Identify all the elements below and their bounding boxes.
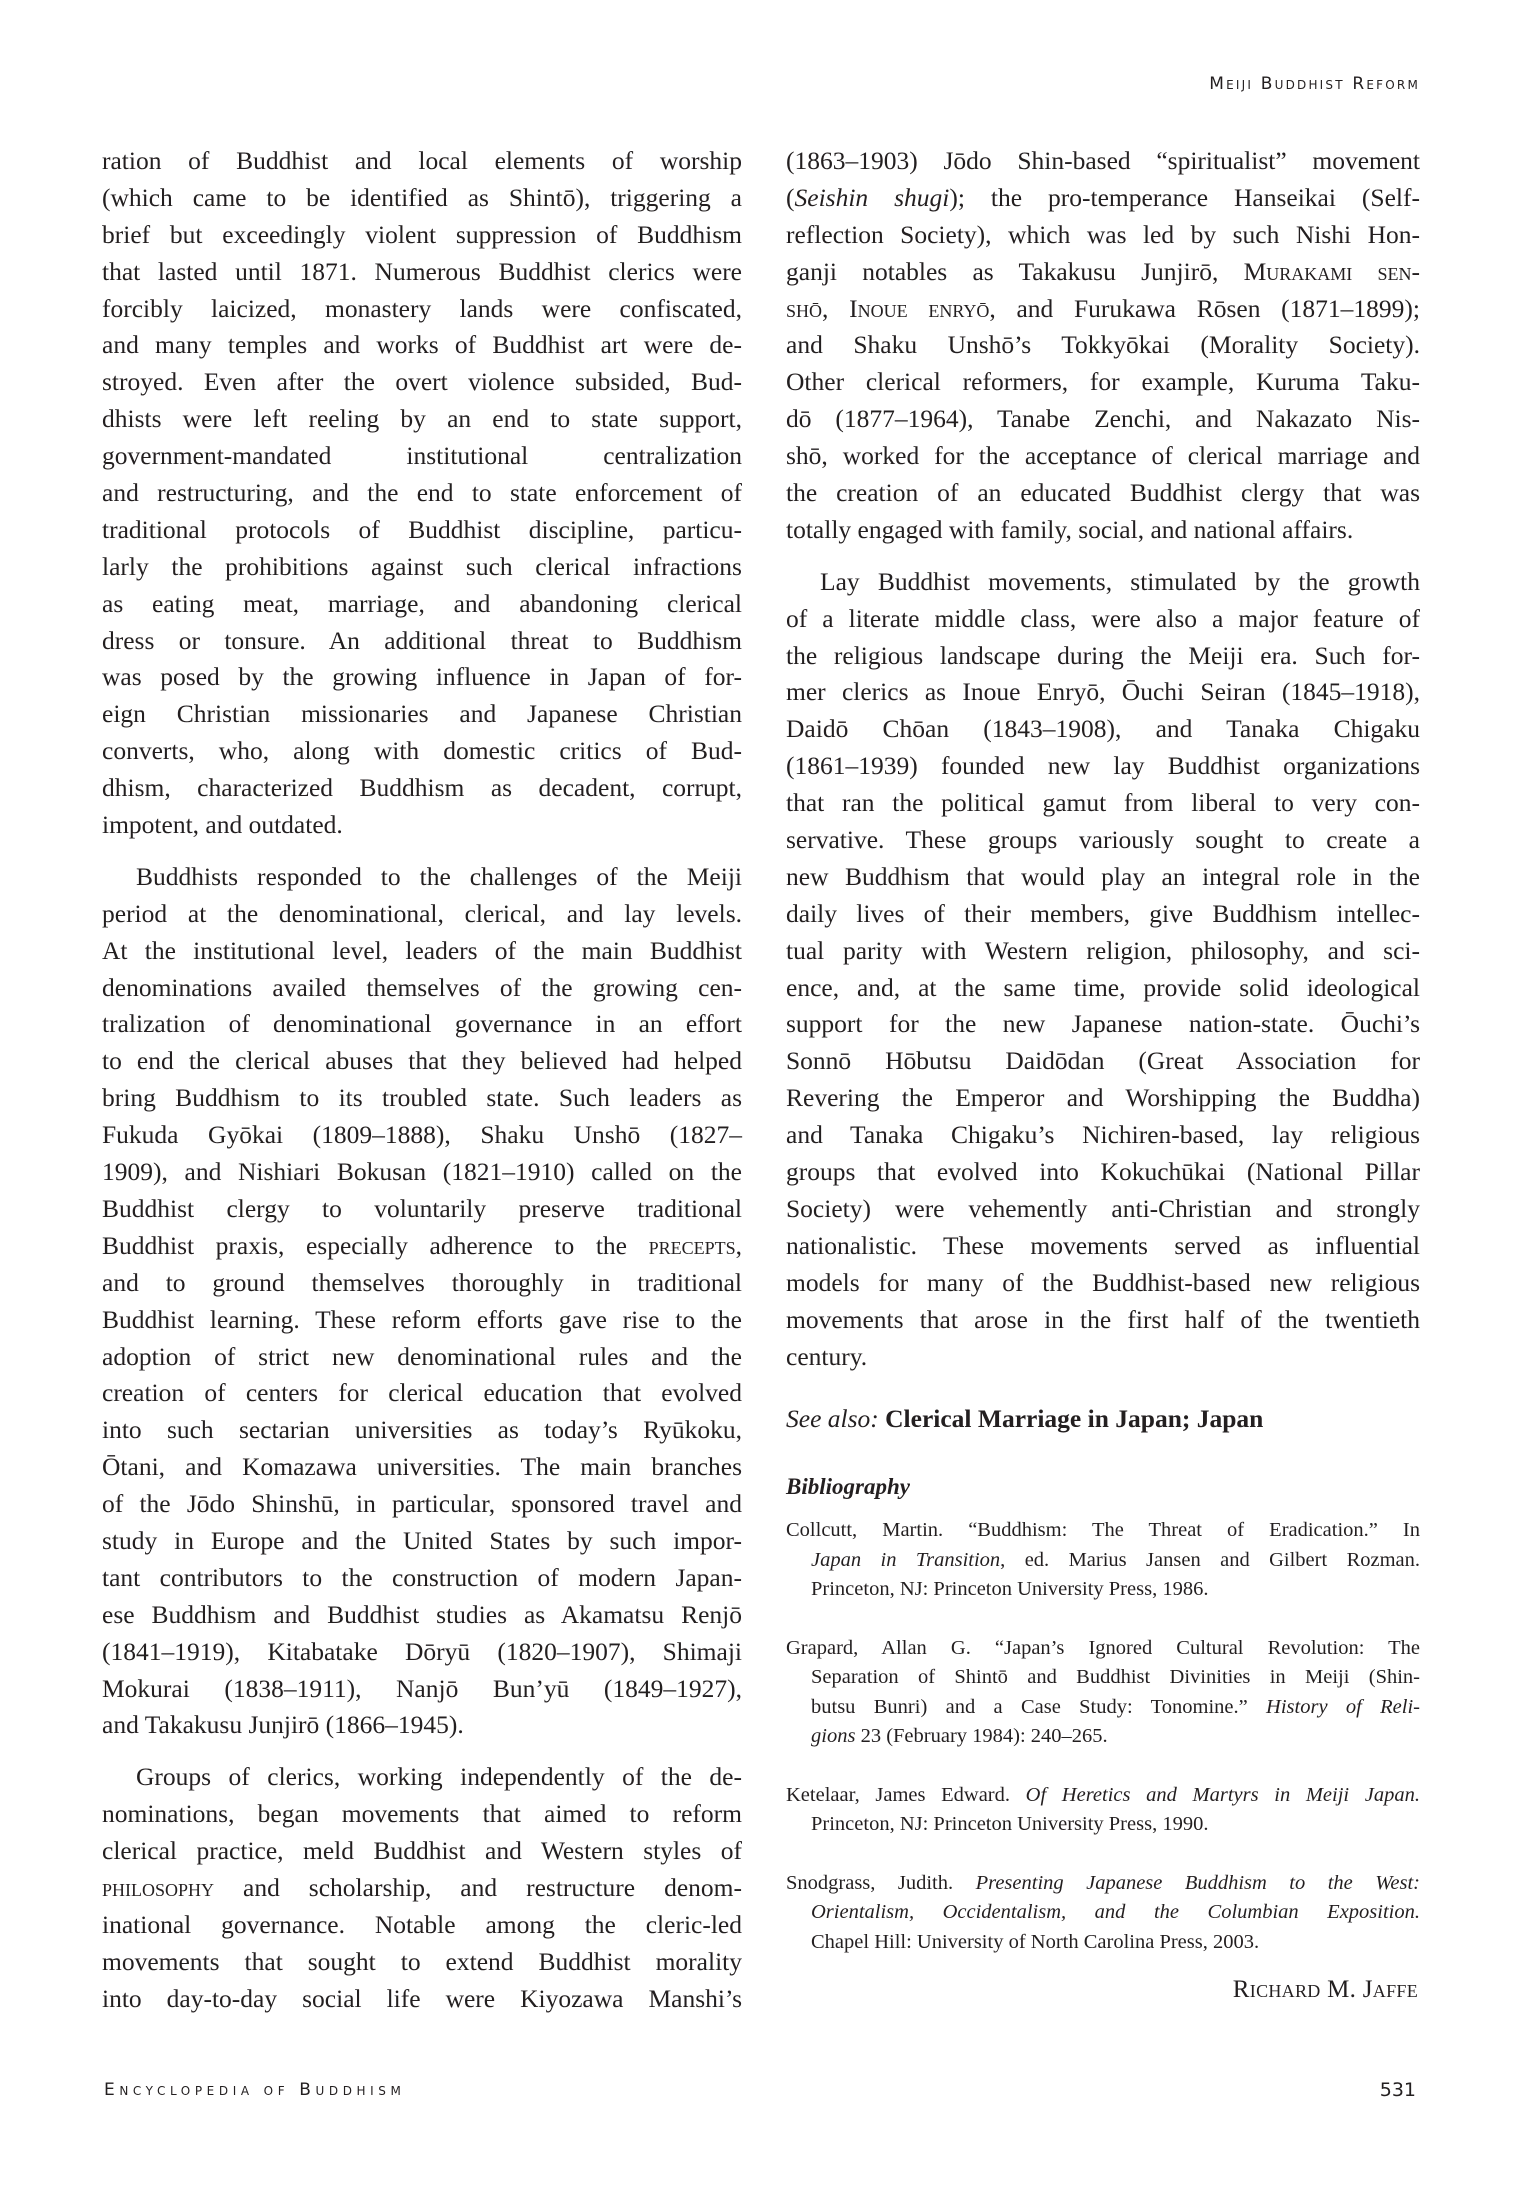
text-line: reflection Society), which was led by such Nishi Hon- [786, 219, 1420, 249]
text-line: shō, worked for the acceptance of clerical marriage and [786, 441, 1420, 471]
text-line: Buddhists responded to the challenges of the Meiji [136, 861, 742, 891]
text-line: Ōtani, and Komazawa universities. The main branches [102, 1452, 742, 1482]
bibliography-line: Princeton, NJ: Princeton University Press, 1986. [811, 1578, 1209, 1600]
text-line: ence, and, at the same time, provide solid ideological [786, 972, 1420, 1002]
text-line: dress or tonsure. An additional threat to Buddhism [102, 625, 742, 655]
text-line: of a literate middle class, were also a major feature of [786, 603, 1420, 633]
text-line: ration of Buddhist and local elements of worship [102, 146, 742, 175]
text-line: adoption of strict new denominational rules and the [102, 1341, 742, 1371]
see-also-references[interactable]: Clerical Marriage in Japan; Japan [885, 1404, 1264, 1433]
text-line: mer clerics as Inoue Enryō, Ōuchi Seiran (1845–1918), [786, 677, 1420, 707]
bibliography-line [786, 1898, 1420, 1928]
text-line: ganji notables as Takakusu Junjirō, Murakami sen- [786, 256, 1420, 286]
bibliography-line: gions 23 (February 1984): 240–265. [811, 1725, 1108, 1747]
text-line: movements that sought to extend Buddhist morality [102, 1946, 742, 1976]
text-line: and many temples and works of Buddhist art were de- [102, 330, 742, 360]
text-line: inational governance. Notable among the cleric-led [102, 1909, 742, 1939]
text-line: (1863–1903) Jōdo Shin-based “spiritualist” movement [786, 146, 1420, 175]
left-column [102, 143, 742, 2033]
bibliography-heading: Bibliography [786, 1474, 910, 1499]
text-line: converts, who, along with domestic critics of Bud- [102, 736, 742, 766]
text-line: forcibly laicized, monastery lands were confiscated, [102, 293, 742, 323]
text-line: the religious landscape during the Meiji era. Such for- [786, 640, 1420, 670]
small-caps-term[interactable]: shō [786, 293, 823, 323]
page-number: 531 [1379, 2079, 1416, 2101]
text-line: century. [786, 1341, 868, 1371]
bibliography-line: Snodgrass, Judith. Presenting Japanese Buddhism to the West: [786, 1871, 1420, 1894]
text-line: dhism, characterized Buddhism as decadent, corrupt, [102, 773, 742, 803]
text-line: and Shaku Unshō’s Tokkyōkai (Morality Society). [786, 330, 1420, 360]
small-caps-term[interactable]: precepts [648, 1230, 736, 1260]
text-line: dhists were left reeling by an end to state support, [102, 404, 742, 434]
bibliography-line: Chapel Hill: University of North Carolina Press, 2003. [811, 1930, 1260, 1953]
footer-publication-title: Encyclopedia of Buddhism [104, 2080, 406, 2100]
see-also [786, 1404, 1263, 1434]
bibliography-line: Collcutt, Martin. “Buddhism: The Threat of Eradication.” In [786, 1519, 1420, 1541]
text-line: creation of centers for clerical education that evolved [102, 1378, 742, 1408]
text-line: the creation of an educated Buddhist clergy that was [786, 478, 1420, 508]
text-line: Revering the Emperor and Worshipping the Buddha) [786, 1083, 1420, 1113]
text-line: was posed by the growing influence in Japan of for- [102, 662, 742, 692]
text-line: traditional protocols of Buddhist discipline, particu- [102, 514, 742, 544]
text-line: Buddhist learning. These reform efforts gave rise to the [102, 1304, 742, 1334]
bibliography-entry [786, 1781, 1420, 1840]
text-line: At the institutional level, leaders of the main Buddhist [102, 935, 742, 965]
text-line: bring Buddhism to its troubled state. Such leaders as [102, 1083, 742, 1113]
paragraph [102, 1759, 742, 2017]
small-caps-term[interactable]: Murakami sen- [1243, 256, 1420, 286]
text-line: support for the new Japanese nation-state. Ōuchi’s [786, 1009, 1420, 1039]
text-line: shō, Inoue enryō, and Furukawa Rōsen (1871–1899); [786, 293, 1420, 323]
text-line: models for many of the Buddhist-based new religious [786, 1267, 1420, 1297]
text-line: Buddhist clergy to voluntarily preserve traditional [102, 1193, 742, 1223]
text-line: tant contributors to the construction of modern Japan- [102, 1562, 742, 1592]
text-line: impotent, and outdated. [102, 810, 343, 840]
text-line: brief but exceedingly violent suppression of Buddhism [102, 219, 742, 249]
text-line: eign Christian missionaries and Japanese Christian [102, 699, 742, 729]
work-title: Of Heretics and Martyrs in Meiji Japan. [1025, 1783, 1420, 1806]
text-line: (Seishin shugi); the pro-temperance Hanseikai (Self- [786, 182, 1420, 212]
text-line: Buddhist praxis, especially adherence to the precepts, [102, 1230, 742, 1260]
text-line: philosophy and scholarship, and restructure denom- [102, 1872, 742, 1902]
text-line: dō (1877–1964), Tanabe Zenchi, and Nakazato Nis- [786, 404, 1420, 434]
bibliography-line: Grapard, Allan G. “Japan’s Ignored Cultural Revolution: The [786, 1636, 1420, 1659]
text-line: Other clerical reformers, for example, Kuruma Taku- [786, 367, 1420, 397]
work-title: Presenting Japanese Buddhism to the West: [975, 1871, 1420, 1894]
bibliography-line: Separation of Shintō and Buddhist Divinities in Meiji (Shin- [811, 1666, 1420, 1688]
paragraph [102, 143, 742, 844]
text-line: Lay Buddhist movements, stimulated by the growth [820, 566, 1420, 596]
bibliography-entry [786, 1516, 1420, 1605]
bibliography-entry [786, 1634, 1420, 1752]
work-title: gions [811, 1725, 856, 1747]
running-head: Meiji Buddhist Reform [1209, 74, 1420, 94]
paragraph [102, 859, 742, 1744]
text-line: study in Europe and the United States by such impor- [102, 1525, 742, 1555]
text-line: denominations availed themselves of the growing cen- [102, 972, 742, 1002]
work-title: Orientalism, Occidentalism, and the Columbian Exposition. [811, 1901, 1420, 1923]
text-line: stroyed. Even after the overt violence subsided, Bud- [102, 367, 742, 397]
text-line: groups that evolved into Kokuchūkai (National Pillar [786, 1157, 1420, 1187]
text-line: daily lives of their members, give Buddhism intellec- [786, 898, 1420, 928]
text-line: new Buddhism that would play an integral role in the [786, 861, 1420, 891]
text-line: servative. These groups variously sought to create a [786, 825, 1420, 855]
text-line: 1909), and Nishiari Bokusan (1821–1910) called on the [102, 1157, 742, 1187]
text-line: to end the clerical abuses that they believed had helped [102, 1046, 742, 1076]
text-line: and to ground themselves thoroughly in traditional [102, 1267, 742, 1297]
small-caps-term[interactable]: philosophy [102, 1872, 215, 1902]
paragraph [786, 143, 1420, 549]
text-line: and restructuring, and the end to state enforcement of [102, 478, 742, 508]
paragraph [786, 564, 1420, 1376]
text-line: government-mandated institutional centralization [102, 441, 742, 471]
text-line: and Takakusu Junjirō (1866–1945). [102, 1710, 464, 1740]
bibliography-line: Japan in Transition, ed. Marius Jansen and Gilbert Rozman. [811, 1548, 1421, 1571]
text-line: Daidō Chōan (1843–1908), and Tanaka Chigaku [786, 714, 1420, 744]
text-line: movements that arose in the first half of the twentieth [786, 1304, 1420, 1334]
text-line: tual parity with Western religion, philosophy, and sci- [786, 935, 1420, 965]
text-line: period at the denominational, clerical, and lay levels. [102, 898, 742, 928]
text-line: that ran the political gamut from liberal to very con- [786, 788, 1420, 818]
text-line: into day-to-day social life were Kiyozawa Manshi’s [102, 1983, 742, 2013]
small-caps-term[interactable]: Inoue enryō [849, 293, 990, 323]
text-line: Sonnō Hōbutsu Daidōdan (Great Association for [786, 1046, 1420, 1076]
text-line: larly the prohibitions against such clerical infractions [102, 551, 742, 581]
text-line: (1841–1919), Kitabatake Dōryū (1820–1907), Shimaji [102, 1636, 742, 1666]
text-line: into such sectarian universities as today’s Ryūkoku, [102, 1415, 742, 1445]
article-author: Richard M. Jaffe [1232, 1976, 1418, 2003]
see-also-label: See also: [786, 1404, 879, 1433]
text-line: that lasted until 1871. Numerous Buddhist clerics were [102, 256, 742, 286]
text-line: of the Jōdo Shinshū, in particular, sponsored travel and [102, 1489, 742, 1519]
text-line: (which came to be identified as Shintō), triggering a [102, 182, 742, 212]
text-line: as eating meat, marriage, and abandoning clerical [102, 588, 742, 618]
text-line: tralization of denominational governance in an effort [102, 1009, 742, 1039]
work-title: History of Reli- [1266, 1695, 1420, 1718]
bibliography-line: Princeton, NJ: Princeton University Press, 1990. [811, 1813, 1209, 1835]
text-line: totally engaged with family, social, and national affairs. [786, 514, 1354, 544]
bibliography-entry [786, 1869, 1420, 1958]
text-line: Fukuda Gyōkai (1809–1888), Shaku Unshō (1827– [102, 1120, 742, 1150]
text-line: (1861–1939) founded new lay Buddhist organizations [786, 751, 1420, 781]
work-title: Japan in Transition [811, 1548, 1001, 1571]
bibliography-list [786, 1516, 1420, 1986]
text-line: and Tanaka Chigaku’s Nichiren-based, lay religious [786, 1120, 1420, 1150]
text-line: Mokurai (1838–1911), Nanjō Bun’yū (1849–1927), [102, 1673, 742, 1703]
right-column [786, 143, 1420, 1390]
text-line: Groups of clerics, working independently of the de- [136, 1762, 742, 1792]
text-line: ese Buddhism and Buddhist studies as Akamatsu Renjō [102, 1599, 742, 1629]
italic-term: Seishin shugi [794, 182, 950, 212]
bibliography-line: butsu Bunri) and a Case Study: Tonomine.” History of Reli- [811, 1695, 1420, 1718]
text-line: nationalistic. These movements served as influential [786, 1230, 1420, 1260]
bibliography-line: Ketelaar, James Edward. Of Heretics and Martyrs in Meiji Japan. [786, 1783, 1420, 1806]
text-line: nominations, began movements that aimed to reform [102, 1799, 742, 1829]
text-line: clerical practice, meld Buddhist and Western styles of [102, 1836, 742, 1866]
text-line: Society) were vehemently anti-Christian and strongly [786, 1193, 1420, 1223]
